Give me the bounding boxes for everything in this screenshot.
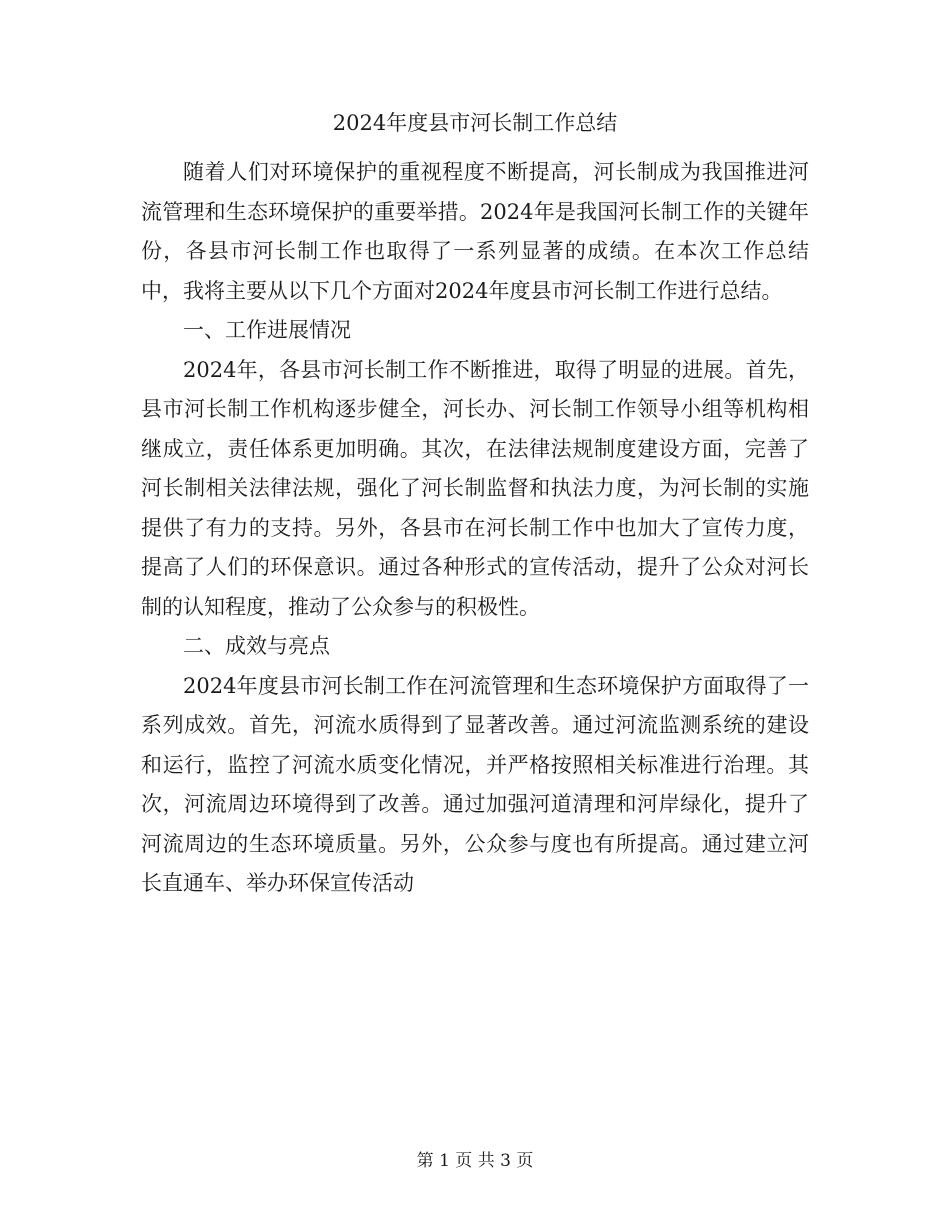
document-title: 2024年度县市河长制工作总结 bbox=[332, 111, 618, 135]
achievements-paragraph: 2024年度县市河长制工作在河流管理和生态环境保护方面取得了一系列成效。首先，河流水质得到了显著改善。通过河流监测系统的建设和运行，监控了河流水质变化情况，并严格按照相关标准进行治理。其次，河流周边环境得到了改善。通过加强河道清理和河岸绿化，提升了河流周边的生态环境质量。另外，公众参与度也有所提高。通过建立河长直通车、举办环保宣传活动 bbox=[141, 673, 809, 895]
intro-paragraph: 随着人们对环境保护的重视程度不断提高，河长制成为我国推进河流管理和生态环境保护的重要举措。2024年是我国河长制工作的关键年份，各县市河长制工作也取得了一系列显著的成绩。在本次工作总结中，我将主要从以下几个方面对2024年度县市河长制工作进行总结。 bbox=[141, 160, 809, 303]
document-body bbox=[141, 153, 809, 904]
progress-paragraph: 2024年，各县市河长制工作不断推进，取得了明显的进展。首先，县市河长制工作机构逐步健全，河长办、河长制工作领导小组等机构相继成立，责任体系更加明确。其次，在法律法规制度建设方面，完善了河长制相关法律法规，强化了河长制监督和执法力度，为河长制的实施提供了有力的支持。另外，各县市在河长制工作中也加大了宣传力度，提高了人们的环保意识。通过各种形式的宣传活动，提升了公众对河长制的认知程度，推动了公众参与的积极性。 bbox=[141, 357, 809, 619]
section-heading-progress: 一、工作进展情况 bbox=[183, 318, 351, 342]
section-heading-achievements: 二、成效与亮点 bbox=[183, 634, 330, 658]
page-number-footer: 第 1 页 共 3 页 bbox=[416, 1151, 534, 1171]
